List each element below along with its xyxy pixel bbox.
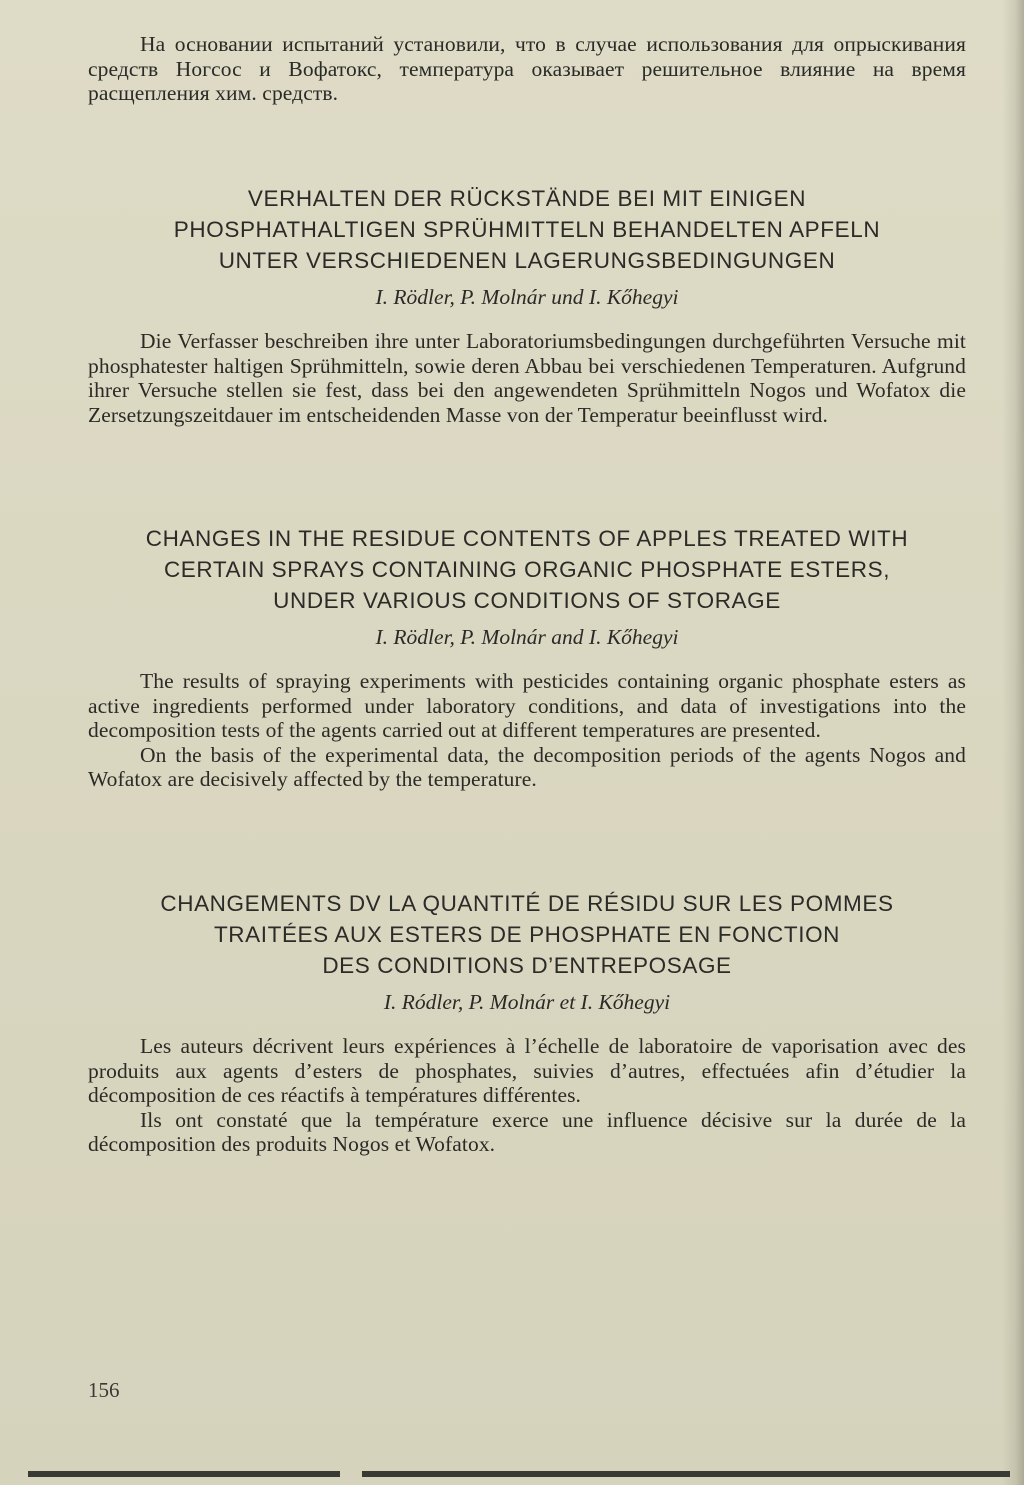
english-title-line-1: CHANGES IN THE RESIDUE CONTENTS OF APPLES TREATED WITH — [145, 526, 909, 551]
bottom-border-line — [28, 1471, 1010, 1477]
russian-summary-block — [88, 32, 966, 106]
german-section — [88, 183, 966, 427]
english-abstract-paragraph-1: The results of spraying experiments with pesticides containing organic phosphate esters as active ingredients performed under laboratory conditions, and data of investigations into the decomposition tests of the agents carried out at different temperatures are presented. — [88, 669, 966, 742]
french-abstract-paragraph-1: Les auteurs décrivent leurs expériences à l’échelle de laboratoire de vaporisation avec des produits aux agents d’esters de phosphates, suivies d’autres, effectuées afin d’étudier la décomposition de ces réactifs à températures différentes. — [88, 1034, 966, 1107]
german-abstract: Die Verfasser beschreiben ihre unter Laboratoriumsbedingungen durchgeführten Versuche mit phosphatester haltigen Sprühmitteln, sowie deren Abbau bei verschiedenen Temperaturen. Aufgrund ihrer Versuche stellen sie fest, dass bei den angewendeten Sprühmitteln Nogos und Wofatox die Zersetzungszeitdauer im entscheidenden Masse von der Temperatur beeinflusst wird. — [88, 329, 966, 427]
french-section — [88, 888, 966, 1157]
german-authors: I. Rödler, P. Molnár und I. Kőhegyi — [375, 285, 679, 309]
english-abstract-paragraph-2: On the basis of the experimental data, the decomposition periods of the agents Nogos and Wofatox are decisively affected by the temperature. — [88, 742, 966, 791]
german-title-line-1: VERHALTEN DER RÜCKSTÄNDE BEI MIT EINIGEN — [247, 186, 807, 211]
french-title-line-3: DES CONDITIONS D’ENTREPOSAGE — [322, 953, 732, 978]
french-abstract-paragraph-2: Ils ont constaté que la température exerce une influence décisive sur la durée de la décomposition des produits Nogos et Wofatox. — [88, 1107, 966, 1156]
english-title-line-2: CERTAIN SPRAYS CONTAINING ORGANIC PHOSPHATE ESTERS, — [163, 557, 891, 582]
english-title-line-3: UNDER VARIOUS CONDITIONS OF STORAGE — [273, 588, 781, 613]
english-authors: I. Rödler, P. Molnár and I. Kőhegyi — [375, 625, 679, 649]
french-title-line-1: CHANGEMENTS DV LA QUANTITÉ DE RÉSIDU SUR LES POMMES — [160, 891, 894, 916]
german-title-line-2: PHOSPHATHALTIGEN SPRÜHMITTELN BEHANDELTEN APFELN — [173, 217, 881, 242]
page-edge-shadow — [1002, 0, 1024, 1485]
page-number: 156 — [88, 1378, 120, 1402]
french-title-line-2: TRAITÉES AUX ESTERS DE PHOSPHATE EN FONCTION — [213, 922, 841, 947]
french-authors: I. Ródler, P. Molnár et I. Kőhegyi — [383, 990, 671, 1014]
english-section — [88, 523, 966, 792]
german-title-line-3: UNTER VERSCHIEDENEN LAGERUNGSBEDINGUNGEN — [218, 248, 836, 273]
bottom-border-gap — [340, 1471, 362, 1477]
russian-summary-text: На основании испытаний установили, что в случае использования для опрыскивания средств Ногсос и Вофатокс, температура оказывает решительное влияние на время расщепления хим. средств. — [88, 32, 966, 105]
